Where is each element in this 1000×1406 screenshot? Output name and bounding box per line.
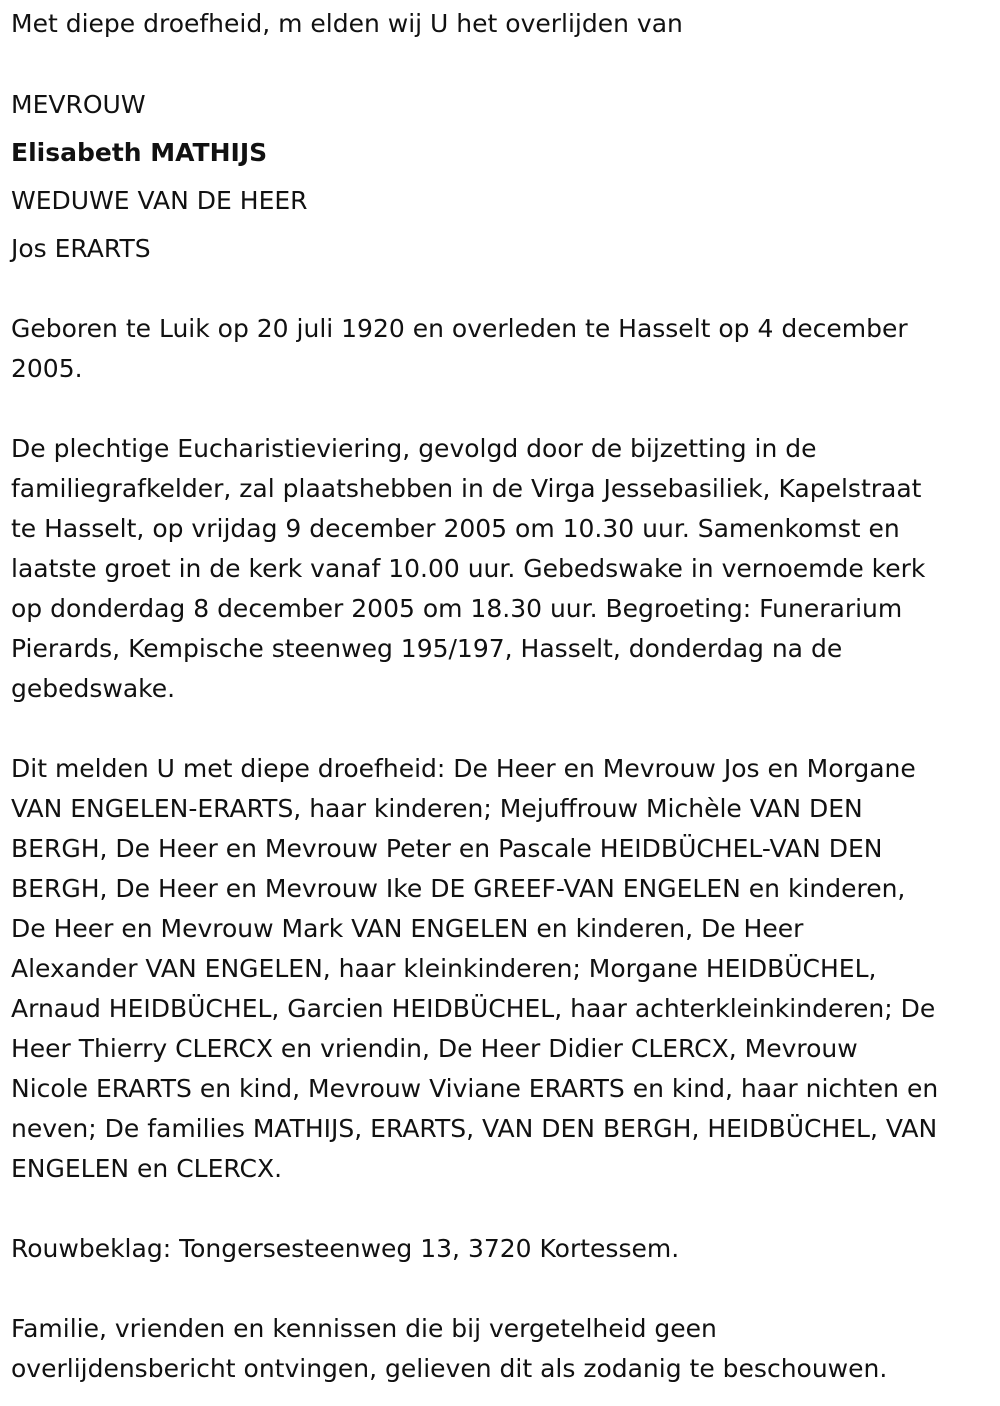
text-line: te Hasselt, op vrijdag 9 december 2005 om 10.30 uur. Samenkomst en bbox=[11, 514, 900, 543]
text-line: op donderdag 8 december 2005 om 18.30 uur. Begroeting: Funerarium bbox=[11, 594, 903, 623]
text-line: Heer Thierry CLERCX en vriendin, De Heer Didier CLERCX, Mevrouw bbox=[11, 1034, 858, 1063]
family-paragraph bbox=[11, 749, 995, 1189]
text-line: BERGH, De Heer en Mevrouw Peter en Pascale HEIDBÜCHEL-VAN DEN bbox=[11, 834, 883, 863]
ceremony-paragraph bbox=[11, 429, 995, 709]
text-line: laatste groet in de kerk vanaf 10.00 uur. Gebedswake in vernoemde kerk bbox=[11, 554, 926, 583]
text-line: gebedswake. bbox=[11, 674, 176, 703]
honorific: MEVROUW bbox=[11, 90, 146, 119]
text-line: Familie, vrienden en kennissen die bij vergetelheid geen bbox=[11, 1314, 717, 1343]
notice-paragraph bbox=[11, 1309, 995, 1389]
spouse-name: Jos ERARTS bbox=[11, 234, 151, 263]
text-line: Rouwbeklag: Tongersesteenweg 13, 3720 Kortessem. bbox=[11, 1234, 680, 1263]
text-line: neven; De families MATHIJS, ERARTS, VAN DEN BERGH, HEIDBÜCHEL, VAN bbox=[11, 1114, 938, 1143]
text-line: Dit melden U met diepe droefheid: De Heer en Mevrouw Jos en Morgane bbox=[11, 754, 916, 783]
condolence-paragraph bbox=[11, 1229, 995, 1269]
text-line: Pierards, Kempische steenweg 195/197, Hasselt, donderdag na de bbox=[11, 634, 843, 663]
text-line: De plechtige Eucharistieviering, gevolgd door de bijzetting in de bbox=[11, 434, 817, 463]
text-line: Arnaud HEIDBÜCHEL, Garcien HEIDBÜCHEL, haar achterkleinkinderen; De bbox=[11, 994, 936, 1023]
text-line: ENGELEN en CLERCX. bbox=[11, 1154, 283, 1183]
text-line: Geboren te Luik op 20 juli 1920 en overleden te Hasselt op 4 december bbox=[11, 314, 908, 343]
relation-line: WEDUWE VAN DE HEER bbox=[11, 186, 308, 215]
deceased-name: Elisabeth MATHIJS bbox=[11, 138, 268, 167]
text-line: overlijdensbericht ontvingen, gelieven dit als zodanig te beschouwen. bbox=[11, 1354, 888, 1383]
text-line: Nicole ERARTS en kind, Mevrouw Viviane ERARTS en kind, haar nichten en bbox=[11, 1074, 939, 1103]
intro-text: Met diepe droefheid, m elden wij U het overlijden van bbox=[11, 9, 683, 38]
text-line: familiegrafkelder, zal plaatshebben in de Virga Jessebasiliek, Kapelstraat bbox=[11, 474, 922, 503]
birth-death-paragraph bbox=[11, 309, 995, 389]
text-line: BERGH, De Heer en Mevrouw Ike DE GREEF-VAN ENGELEN en kinderen, bbox=[11, 874, 906, 903]
text-line: Alexander VAN ENGELEN, haar kleinkinderen; Morgane HEIDBÜCHEL, bbox=[11, 954, 877, 983]
text-line: 2005. bbox=[11, 354, 83, 383]
text-line: De Heer en Mevrouw Mark VAN ENGELEN en kinderen, De Heer bbox=[11, 914, 804, 943]
text-line: VAN ENGELEN-ERARTS, haar kinderen; Mejuffrouw Michèle VAN DEN bbox=[11, 794, 863, 823]
